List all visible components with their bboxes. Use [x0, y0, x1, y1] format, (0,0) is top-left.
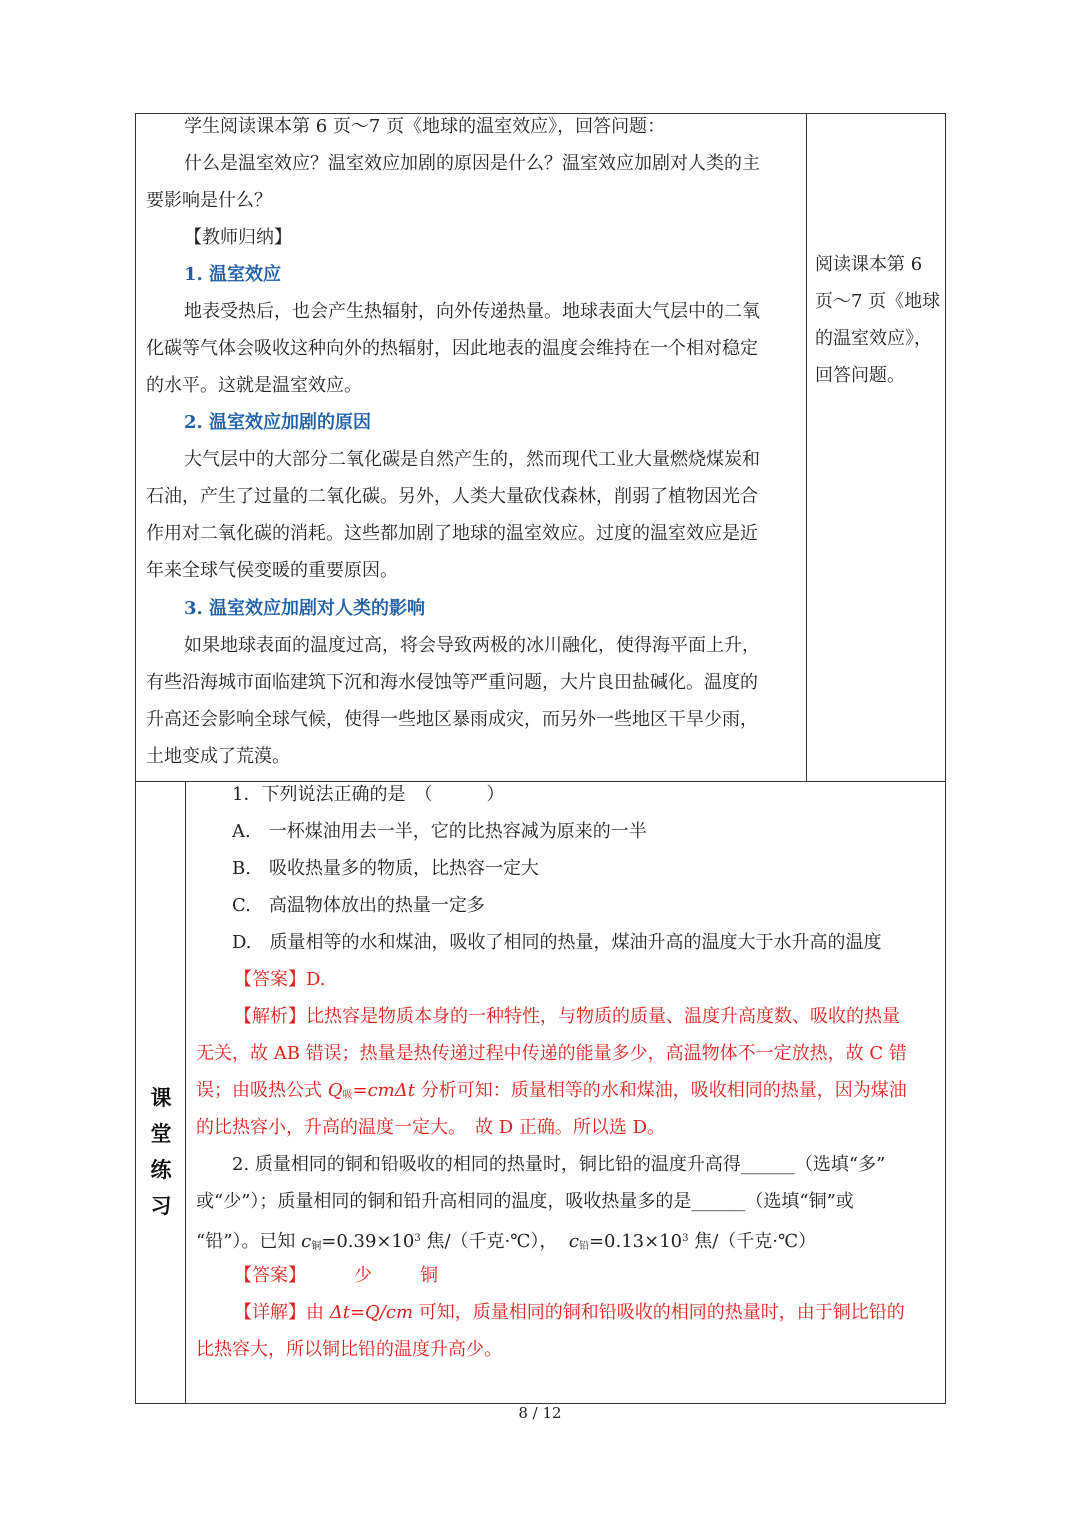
q1-option-a: A. 一杯煤油用去一半，它的比热容减为原来的一半: [232, 821, 647, 842]
table-divider-right: [806, 113, 807, 782]
q1-stem: 1．下列说法正确的是 （ ）: [232, 784, 505, 805]
q2-stem-line1: 2. 质量相同的铜和铅吸收的相同的热量时，铜比铅的温度升高得______（选填“多”: [232, 1154, 886, 1175]
q2-stem-line3: “铅”）。已知 $c_铜=0.39\times 10^3$ 焦/（千克·℃）， $c_铅=0.13\times 10^3$ 焦/（千克·℃）: [196, 1231, 817, 1252]
heading-causes: 2. 温室效应加剧的原因: [184, 412, 372, 433]
para2-line2: 石油，产生了过量的二氧化碳。另外，人类大量砍伐森林，削弱了植物因光合: [146, 486, 758, 507]
q1-explanation-line4: 的比热容小，升高的温度一定大。 故 D 正确。所以选 D。: [196, 1117, 666, 1138]
heading-impacts: 3. 温室效应加剧对人类的影响: [184, 598, 426, 619]
reading-question-line2: 要影响是什么？: [146, 190, 272, 211]
reading-question-line1: 什么是温室效应？温室效应加剧的原因是什么？温室效应加剧对人类的主: [184, 153, 760, 174]
para1-line3: 的水平。这就是温室效应。: [146, 375, 362, 396]
sidebar-line: 阅读课本第 6: [815, 254, 923, 275]
q1-option-c: C. 高温物体放出的热量一定多: [232, 895, 485, 916]
q1-explanation-line2: 无关，故 AB 错误；热量是热传递过程中传递的能量多少，高温物体不一定放热，故 C 错: [196, 1043, 907, 1064]
sidebar-line: 的温室效应》，: [815, 328, 932, 349]
para1-line2: 化碳等气体会吸收这种向外的热辐射，因此地表的温度会维持在一个相对稳定: [146, 338, 758, 359]
q1-option-b: B. 吸收热量多的物质，比热容一定大: [232, 858, 539, 879]
q1-explanation-line3: 误；由吸热公式 $Q_吸=cm\Delta t$ 分析可知：质量相等的水和煤油，吸收相同的热量，因为煤油: [196, 1080, 907, 1101]
heading-greenhouse-effect: 1. 温室效应: [184, 264, 282, 285]
reading-intro: 学生阅读课本第 6 页～7 页《地球的温室效应》，回答问题：: [184, 116, 666, 137]
q2-detail-line2: 比热容大，所以铜比铅的温度升高少。: [196, 1339, 502, 1360]
para2-line4: 年来全球气侯变暖的重要原因。: [146, 560, 398, 581]
section-label-classroom-practice: 课 堂 练 习: [150, 1085, 172, 1218]
q1-answer: 【答案】D.: [234, 969, 326, 990]
para3-line4: 土地变成了荒漠。: [146, 746, 290, 767]
q2-stem-line2: 或“少”）；质量相同的铜和铅升高相同的温度，吸收热量多的是______（选填“铜”或: [196, 1191, 854, 1212]
sidebar-line: 页～7 页《地球: [815, 291, 941, 312]
para3-line2: 有些沿海城市面临建筑下沉和海水侵蚀等严重问题，大片良田盐碱化。温度的: [146, 672, 758, 693]
para3-line3: 升高还会影响全球气候，使得一些地区暴雨成灾，而另外一些地区干旱少雨，: [146, 709, 758, 730]
para2-line1: 大气层中的大部分二氧化碳是自然产生的，然而现代工业大量燃烧煤炭和: [184, 449, 760, 470]
q2-answer: 【答案】 少 铜: [234, 1265, 438, 1286]
q1-explanation-line1: 【解析】比热容是物质本身的一种特性，与物质的质量、温度升高度数、吸收的热量: [234, 1006, 900, 1027]
teacher-summary-label: 【教师归纳】: [184, 227, 292, 248]
para3-line1: 如果地球表面的温度过高，将会导致两极的冰川融化，使得海平面上升，: [184, 635, 760, 656]
sidebar-line: 回答问题。: [815, 365, 905, 386]
para1-line1: 地表受热后，也会产生热辐射，向外传递热量。地球表面大气层中的二氧: [184, 301, 760, 322]
page-number: 8 / 12: [518, 1404, 562, 1422]
table-divider-left: [185, 781, 186, 1404]
q1-option-d: D. 质量相等的水和煤油，吸收了相同的热量，煤油升高的温度大于水升高的温度: [232, 932, 882, 953]
q2-detail-line1: 【详解】由 Δt=Q/cm 可知，质量相同的铜和铅吸收的相同的热量时，由于铜比铅的: [234, 1302, 905, 1323]
sidebar-note: [815, 246, 943, 394]
para2-line3: 作用对二氧化碳的消耗。这些都加剧了地球的温室效应。过度的温室效应是近: [146, 523, 758, 544]
